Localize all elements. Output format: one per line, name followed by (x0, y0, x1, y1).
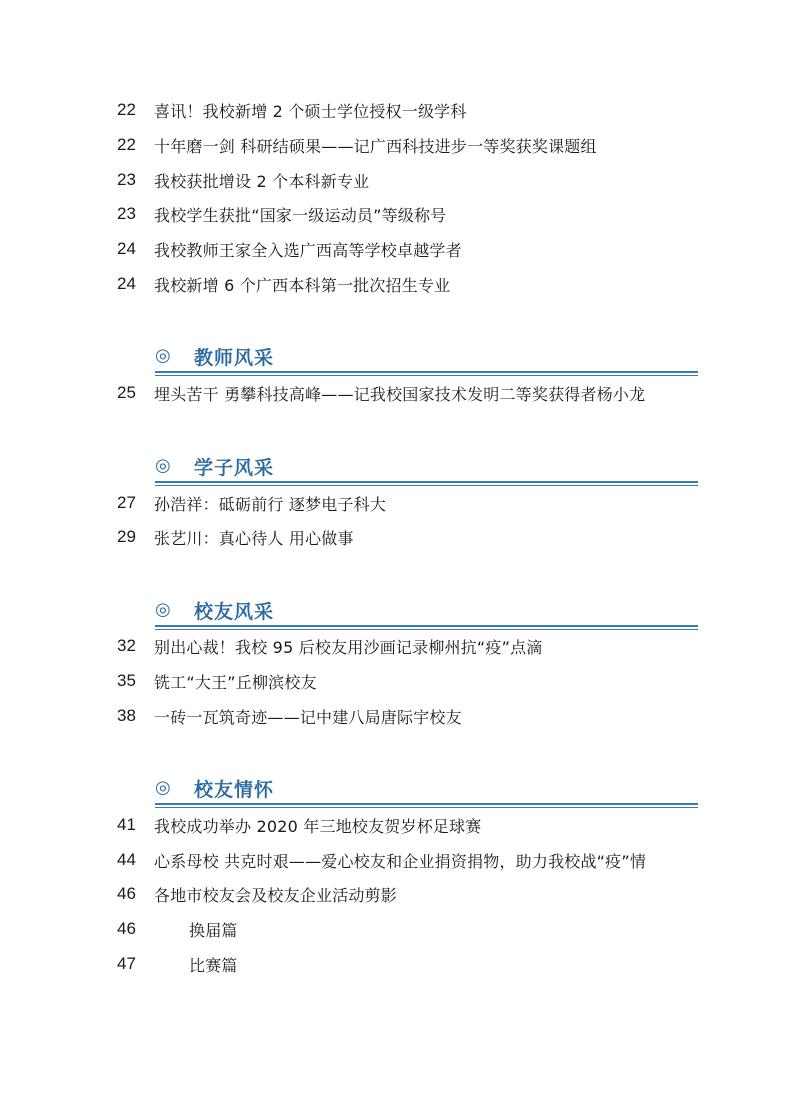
toc-entry[interactable] (117, 704, 462, 728)
section-marker-icon: ◎ (155, 455, 171, 476)
page-number: 46 (117, 919, 136, 938)
section-rule (155, 803, 698, 805)
page-number: 22 (117, 100, 136, 119)
toc-entry[interactable] (117, 381, 645, 405)
entry-title: 各地市校友会及校友企业活动剪影 (154, 885, 398, 905)
entry-title: 孙浩祥：砥砺前行 逐梦电子科大 (154, 494, 387, 514)
section-rule (155, 371, 698, 373)
toc-subentry[interactable] (117, 952, 238, 976)
page-number: 38 (117, 706, 136, 725)
page-number: 22 (117, 135, 136, 154)
toc-entry[interactable] (117, 525, 354, 549)
section-title: 教师风采 (194, 347, 275, 369)
entry-title: 我校教师王家全入选广西高等学校卓越学者 (154, 240, 462, 260)
section-rule (155, 807, 698, 808)
entry-title: 十年磨一剑 科研结硕果——记广西科技进步一等奖获奖课题组 (154, 136, 597, 156)
toc-entry[interactable] (117, 669, 317, 693)
entry-title: 我校获批增设 2 个本科新专业 (154, 171, 370, 191)
section-header-teachers (155, 343, 698, 373)
toc-entry[interactable] (117, 491, 386, 515)
toc-entry[interactable] (117, 882, 397, 906)
entry-title: 别出心裁！我校 95 后校友用沙画记录柳州抗“疫”点滴 (154, 637, 543, 657)
entry-title: 埋头苦干 勇攀科技高峰——记我校国家技术发明二等奖获得者杨小龙 (154, 384, 646, 404)
toc-entry[interactable] (117, 202, 446, 226)
page-number: 47 (117, 954, 136, 973)
entry-title: 张艺川：真心待人 用心做事 (154, 528, 354, 548)
entry-title: 比赛篇 (189, 955, 238, 975)
toc-subentry[interactable] (117, 917, 238, 941)
toc-entry[interactable] (117, 272, 450, 296)
entry-title: 我校成功举办 2020 年三地校友贺岁杯足球赛 (154, 816, 482, 836)
section-header-alumni-feelings (155, 775, 698, 805)
section-marker-icon: ◎ (155, 345, 171, 366)
entry-title: 我校新增 6 个广西本科第一批次招生专业 (154, 275, 451, 295)
section-title: 校友情怀 (194, 779, 275, 801)
toc-entry[interactable] (117, 133, 597, 157)
entry-title: 心系母校 共克时艰——爱心校友和企业捐资捐物，助力我校战“疫”情 (154, 851, 647, 871)
section-rule (155, 375, 698, 376)
section-header-students (155, 453, 698, 483)
page-number: 44 (117, 850, 136, 869)
page-number: 23 (117, 204, 136, 223)
entry-title: 一砖一瓦筑奇迹——记中建八局唐际宇校友 (154, 707, 462, 727)
page-number: 24 (117, 239, 136, 258)
page-number: 35 (117, 671, 136, 690)
page-number: 46 (117, 884, 136, 903)
section-rule (155, 629, 698, 630)
toc-entry[interactable] (117, 813, 482, 837)
entry-title: 换届篇 (189, 920, 238, 940)
section-rule (155, 625, 698, 627)
toc-entry[interactable] (117, 634, 543, 658)
section-rule (155, 485, 698, 486)
page-number: 24 (117, 274, 136, 293)
page-number: 32 (117, 636, 136, 655)
section-header-alumni (155, 597, 698, 627)
page-number: 23 (117, 170, 136, 189)
toc-entry[interactable] (117, 237, 462, 261)
section-rule (155, 481, 698, 483)
section-title: 校友风采 (194, 601, 275, 623)
page-number: 27 (117, 493, 136, 512)
page-number: 25 (117, 383, 136, 402)
page-number: 41 (117, 815, 136, 834)
page-number: 29 (117, 527, 136, 546)
section-marker-icon: ◎ (155, 599, 171, 620)
toc-entry[interactable] (117, 848, 646, 872)
section-marker-icon: ◎ (155, 777, 171, 798)
entry-title: 我校学生获批“国家一级运动员”等级称号 (154, 205, 447, 225)
entry-title: 喜讯！我校新增 2 个硕士学位授权一级学科 (154, 101, 467, 121)
entry-title: 铣工“大王”丘柳滨校友 (154, 672, 317, 692)
section-title: 学子风采 (194, 457, 275, 479)
toc-entry[interactable] (117, 168, 369, 192)
toc-entry[interactable] (117, 98, 467, 122)
